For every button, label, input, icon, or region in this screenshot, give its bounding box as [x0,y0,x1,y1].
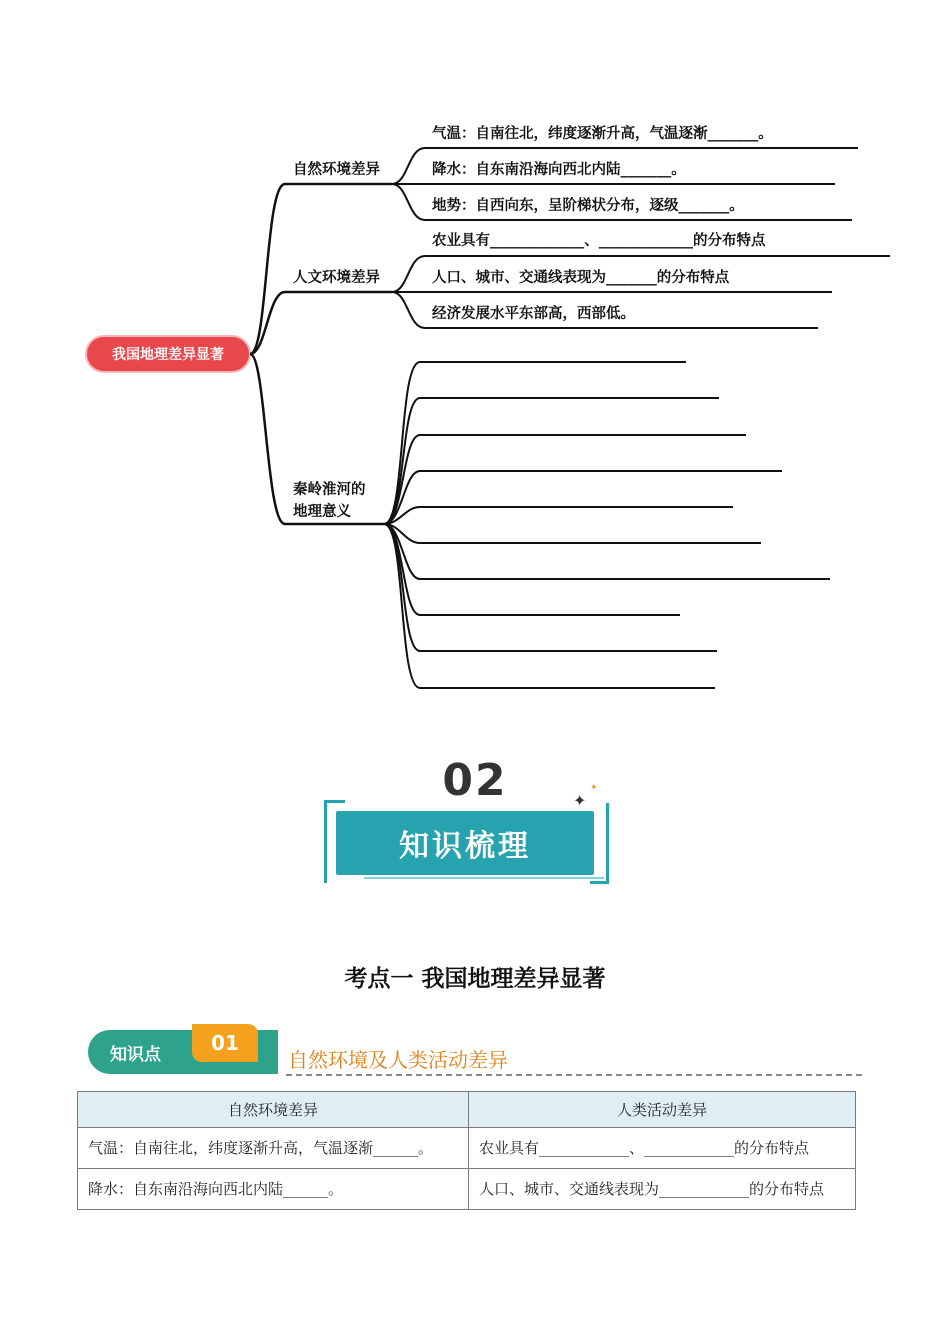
leaf-text: 气温：自南往北，纬度逐渐升高，气温逐渐_______。 [432,125,773,142]
knowledge-point-tag-label: 知识点 [110,1044,161,1065]
blank-line [384,398,719,524]
blank-line [384,507,733,524]
section-title: 考点一 我国地理差异显著 [344,966,606,992]
comparison-table [77,1091,856,1210]
table-cell: 人口、城市、交通线表现为____________的分布特点 [469,1169,856,1210]
mind-map-root [86,336,250,372]
knowledge-point-header [88,1022,878,1078]
table-cell: 农业具有____________、____________的分布特点 [469,1128,856,1169]
leaf-text: 降水：自东南沿海向西北内陆_______。 [432,161,686,178]
table-row [78,1169,856,1210]
banner-title-box [336,811,594,875]
branch-human-environment [293,231,890,328]
underline-decoration [364,877,604,879]
table-row [78,1128,856,1169]
sparkle-icon: ✦ [590,783,598,793]
branch-label: 人文环境差异 [293,269,380,286]
branch-label-line2: 地理意义 [293,503,351,520]
blank-line [384,524,761,543]
knowledge-point-number-label: 01 [211,1031,239,1055]
blank-line [384,435,746,524]
knowledge-point-title: 自然环境及人类活动差异 [288,1048,508,1072]
table-header-row [78,1092,856,1128]
sparkle-icon: ✦ [573,791,587,810]
banner-number: 02 [442,755,508,806]
banner-title: 知识梳理 [399,829,531,864]
root-label: 我国地理差异显著 [112,347,224,363]
leaf-text: 经济发展水平东部高，西部低。 [432,305,635,322]
blank-line [384,524,830,579]
table-header: 自然环境差异 [78,1092,469,1128]
branch-label-line1: 秦岭淮河的 [293,481,366,498]
table-header: 人类活动差异 [469,1092,856,1128]
blank-line [384,524,715,688]
branch-label: 自然环境差异 [293,161,380,178]
blank-line [384,524,680,615]
dashed-divider [286,1074,862,1076]
table-cell: 气温：自南往北，纬度逐渐升高，气温逐渐______。 [78,1128,469,1169]
knowledge-point-number [192,1024,258,1062]
leaf-text: 农业具有_____________、_____________的分布特点 [432,232,766,249]
leaf-text: 人口、城市、交通线表现为_______的分布特点 [432,269,730,286]
leaf-text: 地势：自西向东，呈阶梯状分布，逐级_______。 [432,197,744,214]
branch-natural-environment [293,124,858,220]
blank-line [384,471,782,524]
section-banner [318,755,618,890]
table-cell: 降水：自东南沿海向西北内陆______。 [78,1169,469,1210]
blank-line [384,362,686,524]
